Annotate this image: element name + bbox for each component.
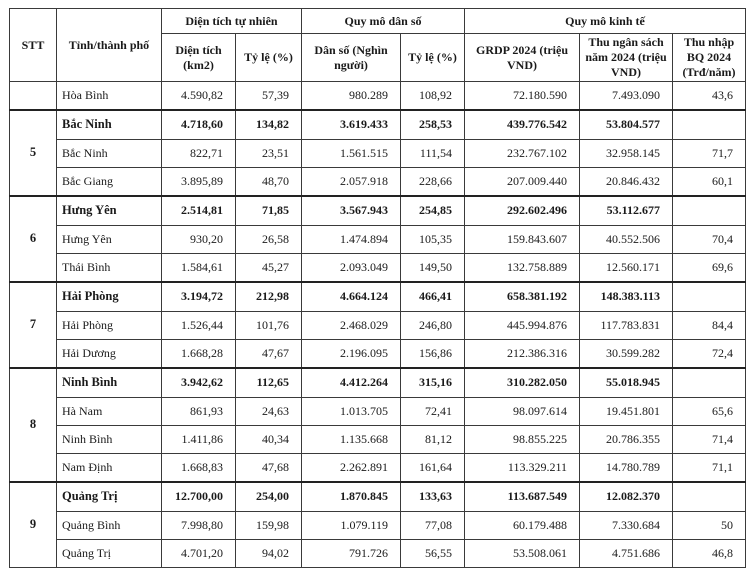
cell-budget: 148.383.113 [580, 282, 673, 312]
cell-population-ratio: 315,16 [401, 368, 465, 398]
cell-province-name: Hải Phòng [57, 312, 162, 340]
cell-province-name: Ninh Bình [57, 426, 162, 454]
cell-area-ratio: 48,70 [236, 168, 302, 196]
cell-area: 2.514,81 [162, 196, 236, 226]
cell-area: 1.411,86 [162, 426, 236, 454]
cell-stt: 5 [10, 110, 57, 196]
cell-area-ratio: 24,63 [236, 398, 302, 426]
cell-stt: 7 [10, 282, 57, 368]
cell-population: 4.664.124 [302, 282, 401, 312]
cell-population-ratio: 72,41 [401, 398, 465, 426]
cell-area: 930,20 [162, 226, 236, 254]
cell-area-ratio: 47,68 [236, 454, 302, 482]
cell-population-ratio: 161,64 [401, 454, 465, 482]
cell-stt: 8 [10, 368, 57, 482]
cell-income: 46,8 [673, 540, 746, 568]
cell-area-ratio: 94,02 [236, 540, 302, 568]
cell-grdp: 658.381.192 [465, 282, 580, 312]
cell-area: 3.194,72 [162, 282, 236, 312]
cell-province-name: Hải Dương [57, 340, 162, 368]
cell-budget: 20.786.355 [580, 426, 673, 454]
cell-budget: 55.018.945 [580, 368, 673, 398]
cell-area-ratio: 47,67 [236, 340, 302, 368]
cell-income [673, 368, 746, 398]
cell-population: 4.412.264 [302, 368, 401, 398]
table-row [10, 82, 746, 110]
cell-grdp: 113.687.549 [465, 482, 580, 512]
cell-income [673, 110, 746, 140]
table-group-row [10, 110, 746, 140]
cell-population-ratio: 81,12 [401, 426, 465, 454]
cell-income: 71,1 [673, 454, 746, 482]
header-population: Dân số (Nghìn người) [302, 34, 401, 82]
cell-budget: 12.082.370 [580, 482, 673, 512]
cell-budget: 7.330.684 [580, 512, 673, 540]
table-row [10, 226, 746, 254]
cell-area: 3.895,89 [162, 168, 236, 196]
cell-population-ratio: 466,41 [401, 282, 465, 312]
cell-population: 1.870.845 [302, 482, 401, 512]
province-statistics-document [9, 8, 745, 568]
cell-area-ratio: 23,51 [236, 140, 302, 168]
table-row [10, 540, 746, 568]
cell-population-ratio: 111,54 [401, 140, 465, 168]
cell-area: 7.998,80 [162, 512, 236, 540]
cell-budget: 7.493.090 [580, 82, 673, 110]
cell-area-ratio: 101,76 [236, 312, 302, 340]
cell-area-ratio: 57,39 [236, 82, 302, 110]
header-area-ratio: Tỷ lệ (%) [236, 34, 302, 82]
cell-budget: 14.780.789 [580, 454, 673, 482]
cell-area: 4.718,60 [162, 110, 236, 140]
cell-income: 69,6 [673, 254, 746, 282]
cell-area-ratio: 26,58 [236, 226, 302, 254]
cell-population: 1.561.515 [302, 140, 401, 168]
cell-grdp: 113.329.211 [465, 454, 580, 482]
cell-stt [10, 82, 57, 110]
cell-budget: 4.751.686 [580, 540, 673, 568]
cell-area: 861,93 [162, 398, 236, 426]
cell-income [673, 482, 746, 512]
table-row [10, 140, 746, 168]
cell-area: 3.942,62 [162, 368, 236, 398]
header-income: Thu nhập BQ 2024 (Trđ/năm) [673, 34, 746, 82]
province-statistics-table [9, 8, 746, 568]
table-row [10, 512, 746, 540]
cell-province-name: Bắc Ninh [57, 110, 162, 140]
cell-area: 1.526,44 [162, 312, 236, 340]
cell-province-name: Hà Nam [57, 398, 162, 426]
cell-grdp: 310.282.050 [465, 368, 580, 398]
table-row [10, 254, 746, 282]
cell-area: 12.700,00 [162, 482, 236, 512]
cell-budget: 20.846.432 [580, 168, 673, 196]
cell-grdp: 132.758.889 [465, 254, 580, 282]
cell-area: 4.590,82 [162, 82, 236, 110]
cell-income: 71,4 [673, 426, 746, 454]
cell-area-ratio: 71,85 [236, 196, 302, 226]
cell-area-ratio: 134,82 [236, 110, 302, 140]
header-stt: STT [10, 9, 57, 82]
cell-population-ratio: 246,80 [401, 312, 465, 340]
cell-province-name: Hưng Yên [57, 226, 162, 254]
cell-population: 1.474.894 [302, 226, 401, 254]
cell-income: 60,1 [673, 168, 746, 196]
cell-province-name: Quảng Trị [57, 540, 162, 568]
cell-population-ratio: 133,63 [401, 482, 465, 512]
cell-budget: 40.552.506 [580, 226, 673, 254]
cell-population: 3.567.943 [302, 196, 401, 226]
cell-budget: 19.451.801 [580, 398, 673, 426]
cell-area-ratio: 112,65 [236, 368, 302, 398]
cell-income [673, 282, 746, 312]
table-group-row [10, 282, 746, 312]
cell-province-name: Ninh Bình [57, 368, 162, 398]
cell-area: 4.701,20 [162, 540, 236, 568]
cell-grdp: 445.994.876 [465, 312, 580, 340]
header-budget: Thu ngân sách năm 2024 (triệu VND) [580, 34, 673, 82]
cell-grdp: 98.855.225 [465, 426, 580, 454]
header-grdp: GRDP 2024 (triệu VND) [465, 34, 580, 82]
cell-income: 71,7 [673, 140, 746, 168]
cell-grdp: 53.508.061 [465, 540, 580, 568]
cell-area-ratio: 45,27 [236, 254, 302, 282]
cell-area: 1.668,28 [162, 340, 236, 368]
cell-budget: 32.958.145 [580, 140, 673, 168]
cell-population: 2.093.049 [302, 254, 401, 282]
table-row [10, 340, 746, 368]
cell-population: 3.619.433 [302, 110, 401, 140]
table-row [10, 312, 746, 340]
cell-population-ratio: 108,92 [401, 82, 465, 110]
cell-province-name: Hòa Bình [57, 82, 162, 110]
cell-budget: 117.783.831 [580, 312, 673, 340]
cell-grdp: 292.602.496 [465, 196, 580, 226]
cell-grdp: 439.776.542 [465, 110, 580, 140]
table-row [10, 454, 746, 482]
cell-grdp: 232.767.102 [465, 140, 580, 168]
cell-area: 1.584,61 [162, 254, 236, 282]
cell-stt: 9 [10, 482, 57, 568]
cell-population: 980.289 [302, 82, 401, 110]
cell-income: 65,6 [673, 398, 746, 426]
cell-grdp: 60.179.488 [465, 512, 580, 540]
cell-province-name: Quảng Bình [57, 512, 162, 540]
cell-area-ratio: 159,98 [236, 512, 302, 540]
cell-population-ratio: 258,53 [401, 110, 465, 140]
cell-population: 2.468.029 [302, 312, 401, 340]
cell-budget: 53.804.577 [580, 110, 673, 140]
cell-budget: 30.599.282 [580, 340, 673, 368]
cell-area: 1.668,83 [162, 454, 236, 482]
cell-province-name: Nam Định [57, 454, 162, 482]
header-population-group: Quy mô dân số [302, 9, 465, 34]
cell-grdp: 207.009.440 [465, 168, 580, 196]
cell-population: 1.135.668 [302, 426, 401, 454]
header-population-ratio: Tỷ lệ (%) [401, 34, 465, 82]
cell-income: 72,4 [673, 340, 746, 368]
cell-income: 43,6 [673, 82, 746, 110]
cell-grdp: 212.386.316 [465, 340, 580, 368]
cell-province-name: Hải Phòng [57, 282, 162, 312]
cell-province-name: Thái Bình [57, 254, 162, 282]
cell-budget: 53.112.677 [580, 196, 673, 226]
cell-population: 2.057.918 [302, 168, 401, 196]
cell-population-ratio: 149,50 [401, 254, 465, 282]
cell-province-name: Bắc Ninh [57, 140, 162, 168]
cell-income [673, 196, 746, 226]
cell-province-name: Bắc Giang [57, 168, 162, 196]
cell-stt: 6 [10, 196, 57, 282]
cell-grdp: 72.180.590 [465, 82, 580, 110]
cell-population: 1.079.119 [302, 512, 401, 540]
header-area-group: Diện tích tự nhiên [162, 9, 302, 34]
table-body [10, 82, 746, 568]
header-area: Diện tích (km2) [162, 34, 236, 82]
cell-area: 822,71 [162, 140, 236, 168]
cell-population: 2.262.891 [302, 454, 401, 482]
table-row [10, 426, 746, 454]
cell-population-ratio: 156,86 [401, 340, 465, 368]
header-economy-group: Quy mô kinh tế [465, 9, 746, 34]
cell-area-ratio: 212,98 [236, 282, 302, 312]
cell-grdp: 98.097.614 [465, 398, 580, 426]
cell-population: 791.726 [302, 540, 401, 568]
cell-population-ratio: 228,66 [401, 168, 465, 196]
cell-population: 1.013.705 [302, 398, 401, 426]
table-row [10, 168, 746, 196]
table-header [10, 9, 746, 82]
table-group-row [10, 482, 746, 512]
cell-income: 84,4 [673, 312, 746, 340]
table-row [10, 398, 746, 426]
cell-budget: 12.560.171 [580, 254, 673, 282]
cell-income: 70,4 [673, 226, 746, 254]
cell-population-ratio: 77,08 [401, 512, 465, 540]
cell-population: 2.196.095 [302, 340, 401, 368]
cell-population-ratio: 254,85 [401, 196, 465, 226]
cell-income: 50 [673, 512, 746, 540]
cell-grdp: 159.843.607 [465, 226, 580, 254]
cell-area-ratio: 254,00 [236, 482, 302, 512]
cell-population-ratio: 105,35 [401, 226, 465, 254]
header-province: Tỉnh/thành phố [57, 9, 162, 82]
cell-province-name: Quảng Trị [57, 482, 162, 512]
table-group-row [10, 368, 746, 398]
cell-area-ratio: 40,34 [236, 426, 302, 454]
cell-province-name: Hưng Yên [57, 196, 162, 226]
cell-population-ratio: 56,55 [401, 540, 465, 568]
table-group-row [10, 196, 746, 226]
